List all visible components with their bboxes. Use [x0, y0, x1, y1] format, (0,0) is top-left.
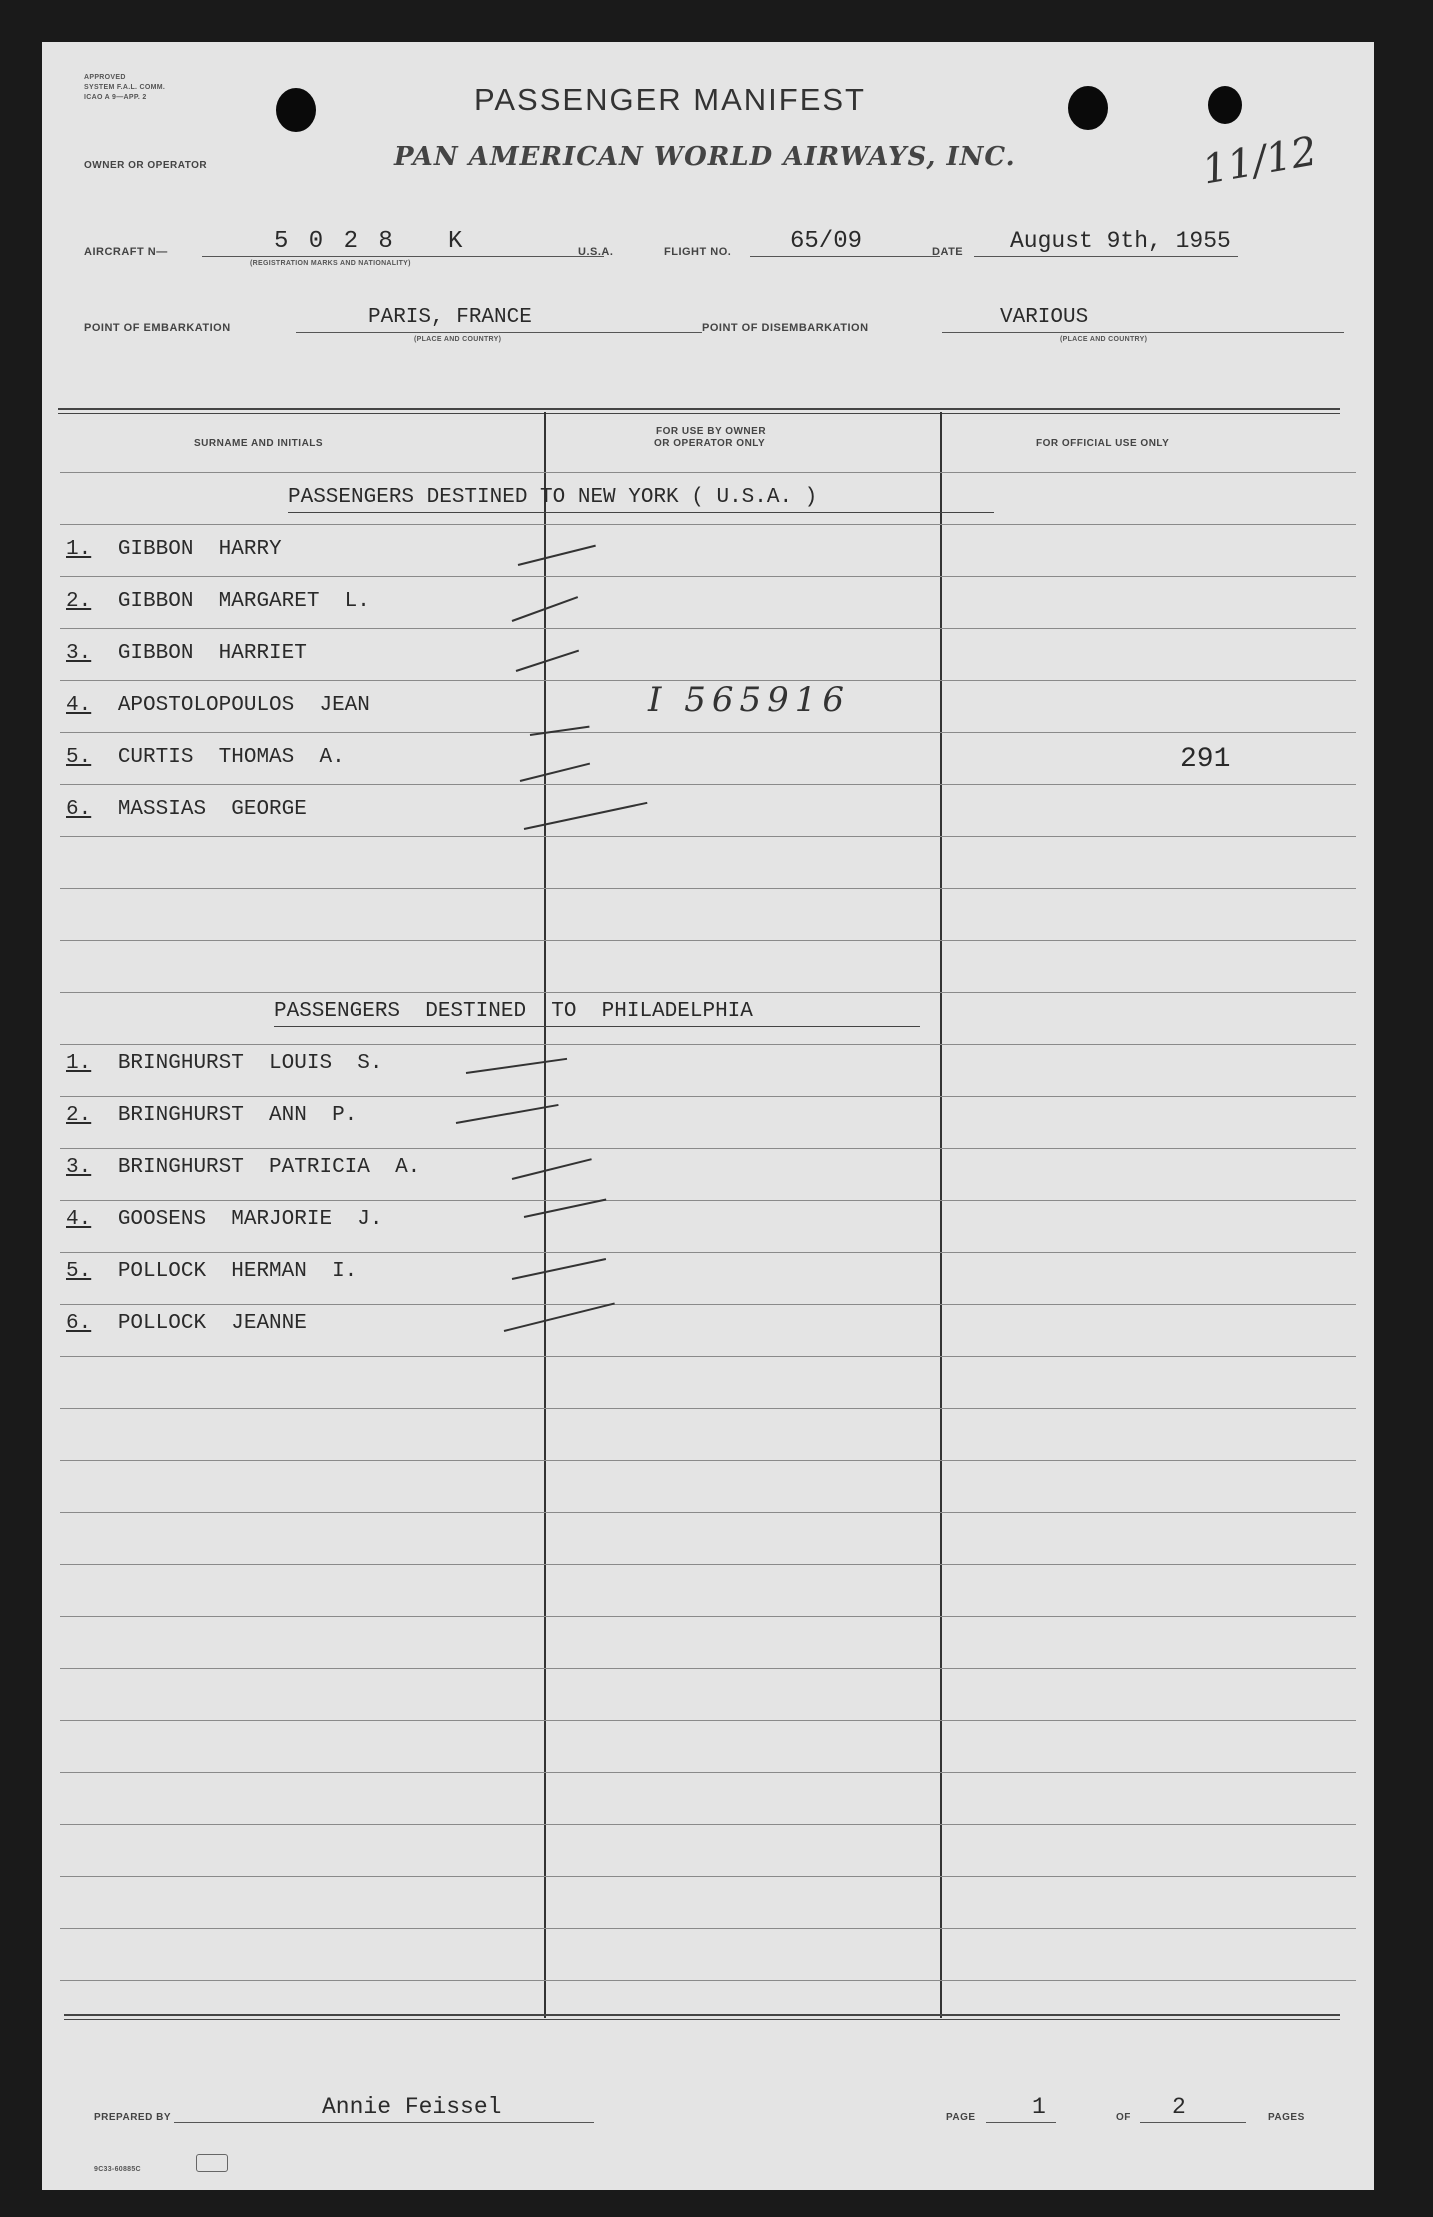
passenger-row	[66, 1156, 420, 1179]
embark-value: PARIS, FRANCE	[368, 306, 532, 329]
col-header-owner-2: OR OPERATOR ONLY	[654, 438, 766, 449]
page-label: PAGE	[946, 2112, 976, 2123]
passenger-number: 5.	[66, 746, 92, 769]
passenger-name: GOOSENS MARJORIE J.	[117, 1208, 383, 1231]
passenger-name: CURTIS THOMAS A.	[117, 746, 345, 769]
handwritten-passport-note: I 565916	[648, 680, 851, 720]
passenger-number: 4.	[66, 694, 92, 717]
approval-line-2: SYSTEM F.A.L. COMM.	[84, 84, 166, 91]
page-value: 1	[1032, 2094, 1046, 2120]
of-value: 2	[1172, 2094, 1186, 2120]
passenger-row	[66, 1260, 357, 1283]
official-note: 291	[1180, 744, 1231, 775]
punch-hole-left	[276, 88, 316, 132]
form-title: PASSENGER MANIFEST	[474, 82, 866, 117]
col-header-official: FOR OFFICIAL USE ONLY	[1036, 438, 1170, 449]
group-heading-philadelphia: PASSENGERS DESTINED TO PHILADELPHIA	[274, 1000, 753, 1023]
passenger-row	[66, 642, 307, 665]
passenger-name: BRINGHURST PATRICIA A.	[117, 1156, 421, 1179]
embark-label: POINT OF EMBARKATION	[84, 322, 231, 334]
passenger-name: GIBBON MARGARET L.	[117, 590, 370, 613]
of-label: OF	[1116, 2112, 1131, 2123]
passenger-name: POLLOCK HERMAN I.	[117, 1260, 358, 1283]
passenger-row	[66, 1312, 307, 1335]
check-mark	[524, 802, 648, 830]
column-divider-1	[544, 412, 546, 2018]
passenger-row	[66, 694, 370, 717]
disembark-label: POINT OF DISEMBARKATION	[702, 322, 869, 334]
prepared-label: PREPARED BY	[94, 2112, 171, 2123]
passenger-name: BRINGHURST LOUIS S.	[117, 1052, 383, 1075]
passenger-row	[66, 538, 282, 561]
column-divider-2	[940, 412, 942, 2018]
prepared-value: Annie Feissel	[322, 2094, 502, 2120]
usa-label: U.S.A.	[578, 246, 614, 258]
passenger-name: APOSTOLOPOULOS JEAN	[117, 694, 370, 717]
passenger-number: 3.	[66, 642, 92, 665]
passenger-row	[66, 590, 370, 613]
passenger-number: 3.	[66, 1156, 92, 1179]
flight-label: FLIGHT NO.	[664, 246, 732, 258]
corner-handwritten-mark: 11/12	[1198, 128, 1321, 194]
passenger-row	[66, 798, 307, 821]
date-label: DATE	[932, 246, 964, 258]
passenger-row	[66, 1052, 382, 1075]
check-mark	[520, 763, 590, 782]
check-mark	[516, 650, 579, 672]
operator-name: PAN AMERICAN WORLD AIRWAYS, INC.	[394, 142, 1016, 172]
embark-caption: (PLACE AND COUNTRY)	[414, 336, 502, 343]
col-header-owner-1: FOR USE BY OWNER	[656, 426, 767, 437]
passenger-row	[66, 1104, 357, 1127]
passenger-name: BRINGHURST ANN P.	[117, 1104, 358, 1127]
passenger-name: GIBBON HARRY	[117, 538, 282, 561]
group-heading-new-york: PASSENGERS DESTINED TO NEW YORK ( U.S.A. )	[288, 486, 818, 509]
aircraft-value: 5 0 2 8 K	[274, 228, 466, 255]
passenger-number: 6.	[66, 1312, 92, 1335]
passenger-name: POLLOCK JEANNE	[117, 1312, 307, 1335]
printed-stamp-icon	[196, 2154, 228, 2172]
check-mark	[512, 1158, 592, 1180]
passenger-name: GIBBON HARRIET	[117, 642, 307, 665]
passenger-number: 2.	[66, 590, 92, 613]
approval-line-1: APPROVED	[84, 74, 126, 81]
punch-hole-right	[1068, 86, 1108, 130]
check-mark	[504, 1302, 615, 1332]
passenger-number: 5.	[66, 1260, 92, 1283]
passenger-number: 1.	[66, 538, 92, 561]
check-mark	[518, 545, 596, 566]
registration-caption: (REGISTRATION MARKS AND NATIONALITY)	[250, 260, 411, 267]
passenger-row	[66, 746, 345, 769]
passenger-number: 6.	[66, 798, 92, 821]
passenger-name: MASSIAS GEORGE	[117, 798, 307, 821]
approval-line-3: ICAO A 9—APP. 2	[84, 94, 147, 101]
passenger-row	[66, 1208, 382, 1231]
aircraft-label: AIRCRAFT N—	[84, 246, 168, 258]
punch-hole-corner	[1208, 86, 1242, 124]
passenger-number: 2.	[66, 1104, 92, 1127]
manifest-sheet	[42, 42, 1374, 2190]
disembark-value: VARIOUS	[1000, 306, 1089, 329]
passenger-number: 4.	[66, 1208, 92, 1231]
date-value: August 9th, 1955	[1010, 228, 1231, 254]
flight-value: 65/09	[790, 228, 863, 255]
owner-label: OWNER OR OPERATOR	[84, 160, 208, 171]
check-mark	[512, 1258, 606, 1280]
pages-label: PAGES	[1268, 2112, 1305, 2123]
check-mark	[524, 1199, 607, 1218]
check-mark	[530, 726, 590, 736]
passenger-number: 1.	[66, 1052, 92, 1075]
disembark-caption: (PLACE AND COUNTRY)	[1060, 336, 1148, 343]
form-code: 9C33-60885C	[94, 2166, 141, 2173]
check-mark	[466, 1058, 567, 1074]
col-header-surname: SURNAME AND INITIALS	[194, 438, 324, 449]
